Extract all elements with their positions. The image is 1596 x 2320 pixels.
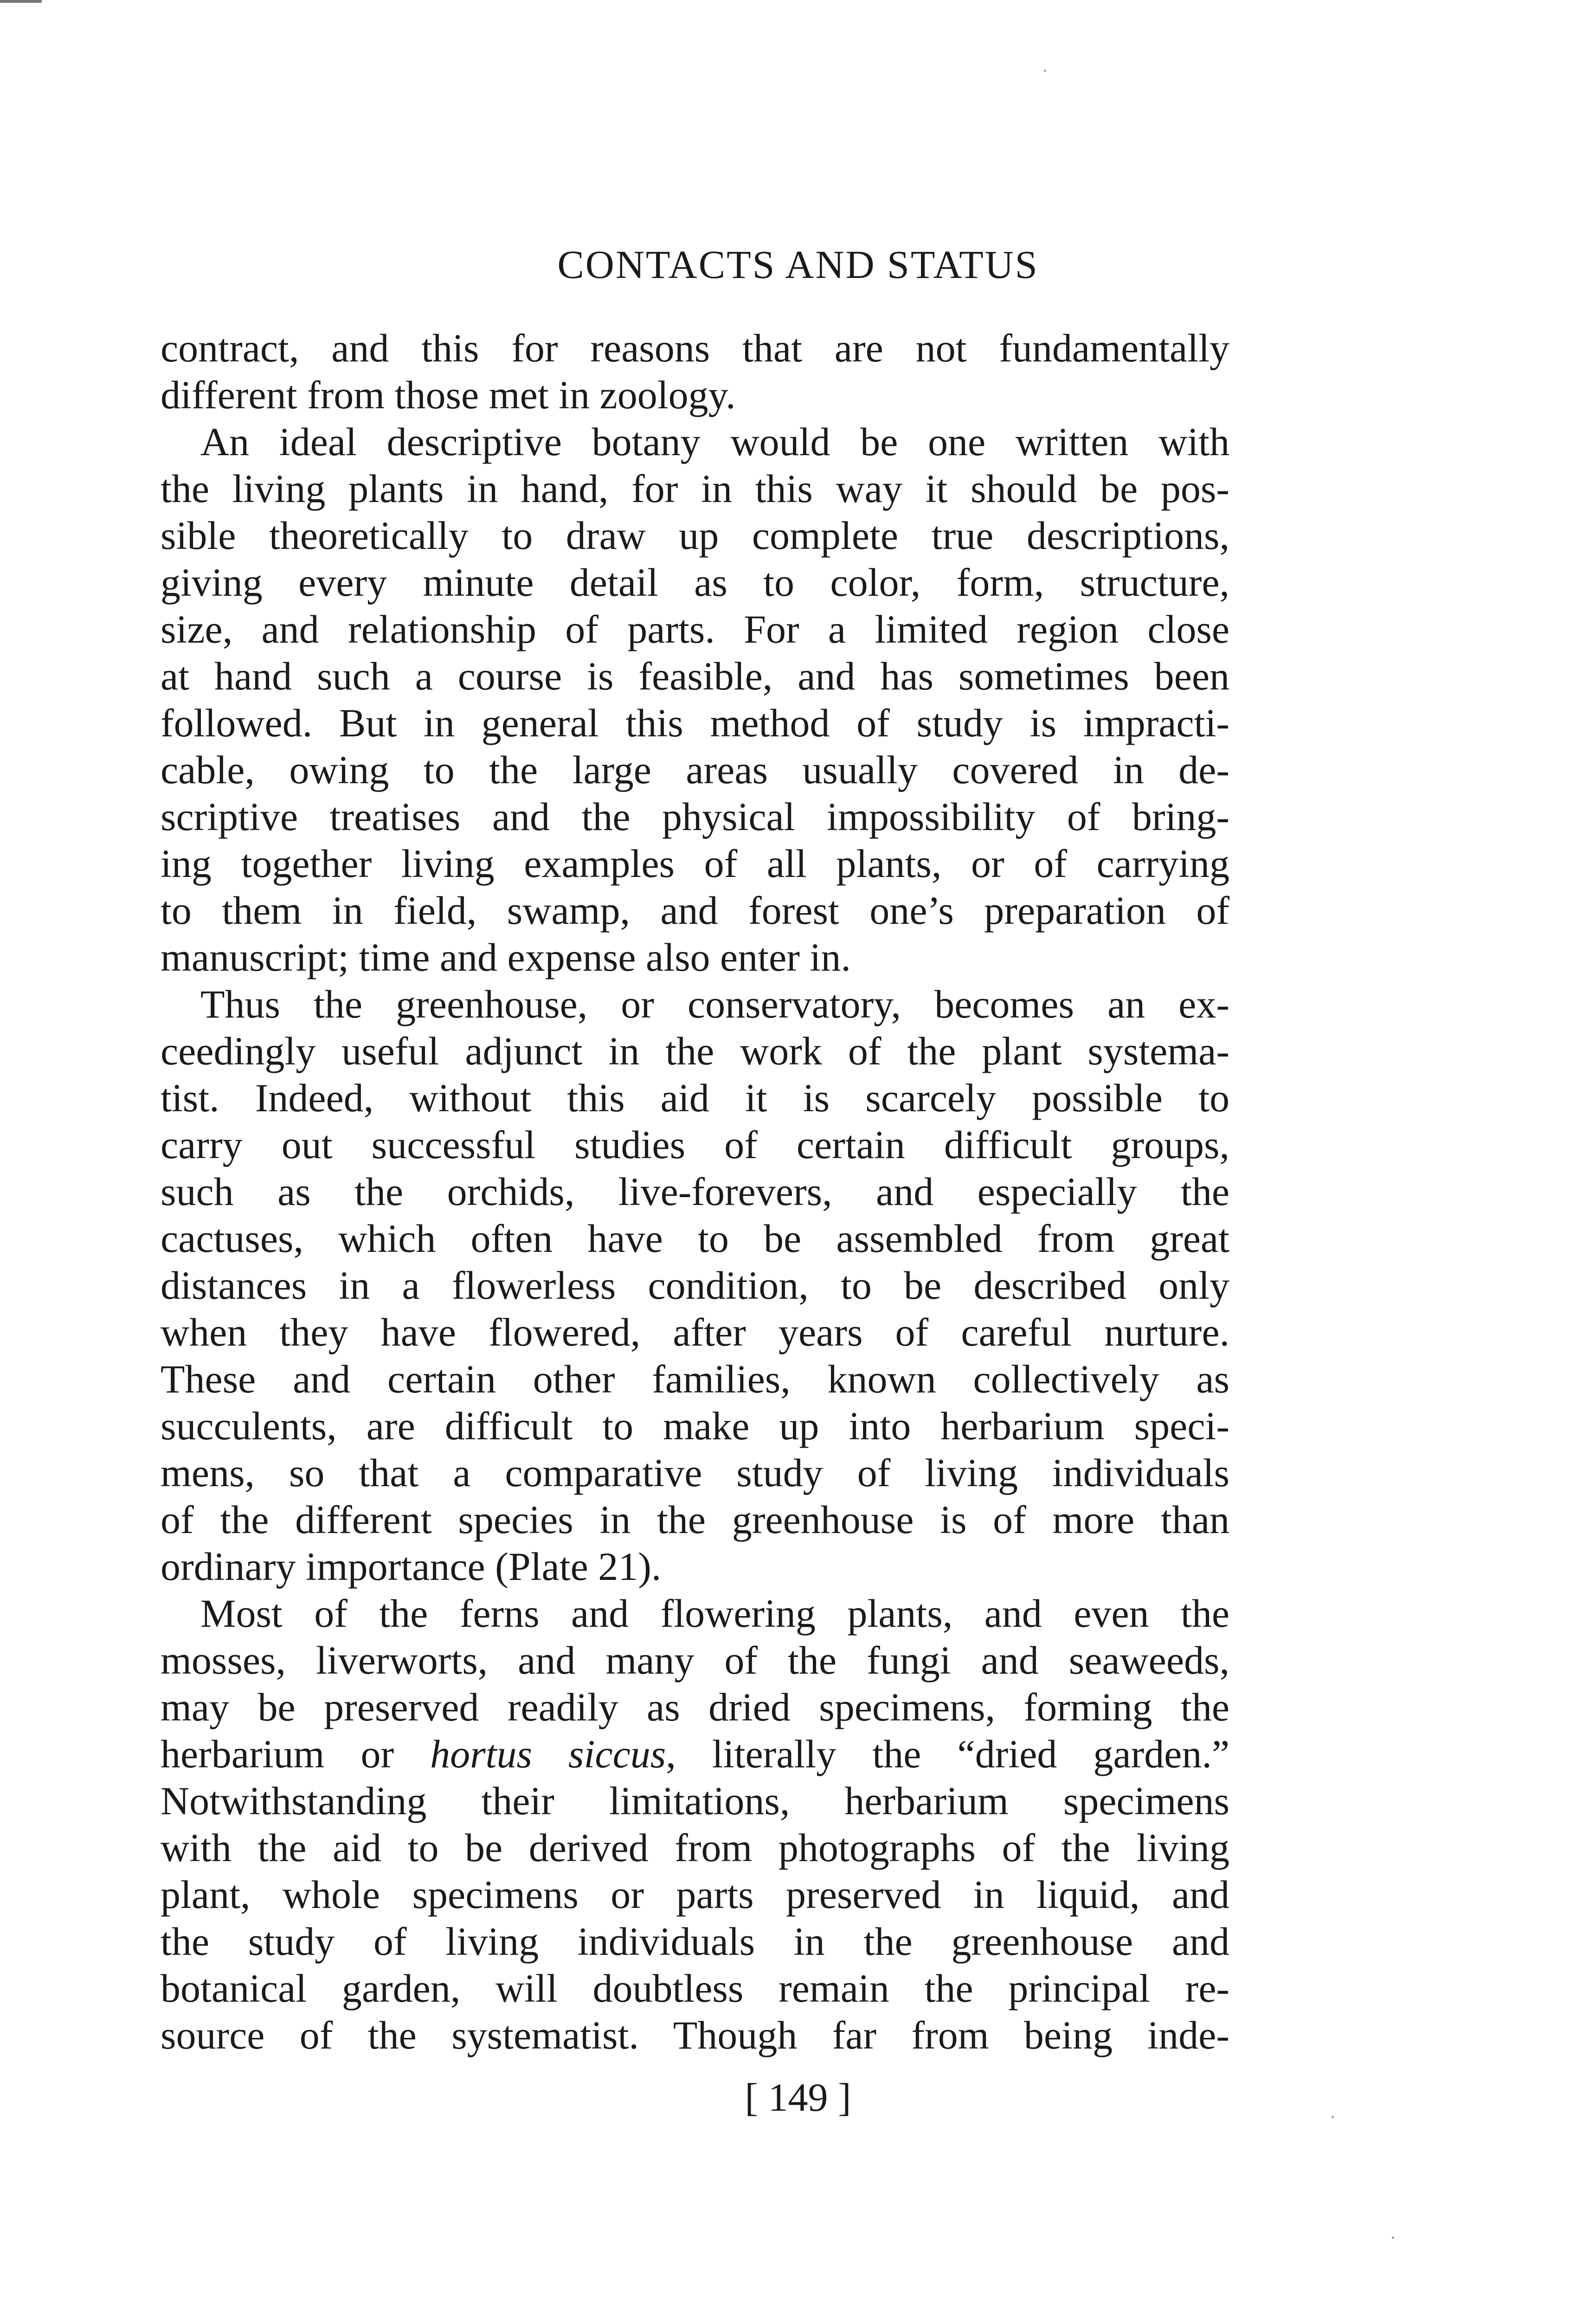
page-number: [ 149 ] bbox=[745, 2075, 851, 2120]
text-line: source of the systematist. Though far from being inde- bbox=[161, 2013, 1229, 2057]
paper-speck bbox=[1332, 2116, 1334, 2118]
text-line: distances in a flowerless condition, to be described only bbox=[161, 1263, 1229, 1308]
text-line: to them in field, swamp, and forest one’s preparation of bbox=[161, 888, 1229, 933]
text-line: ing together living examples of all plants, or of carrying bbox=[161, 841, 1229, 886]
text-line: succulents, are difficult to make up into herbarium speci- bbox=[161, 1404, 1229, 1448]
body-text bbox=[161, 325, 1229, 2059]
text-line: manuscript; time and expense also enter in. bbox=[161, 935, 851, 980]
text-line: sible theoretically to draw up complete true descriptions, bbox=[161, 513, 1229, 558]
text-line: ordinary importance (Plate 21). bbox=[161, 1544, 662, 1589]
text-line: plant, whole specimens or parts preserved in liquid, and bbox=[161, 1872, 1229, 1917]
text-line: These and certain other families, known collectively as bbox=[161, 1357, 1229, 1401]
text-line: the study of living individuals in the greenhouse and bbox=[161, 1919, 1229, 1964]
text-line: when they have flowered, after years of careful nurture. bbox=[161, 1310, 1229, 1354]
text-line: different from those met in zoology. bbox=[161, 373, 736, 417]
text-line: Thus the greenhouse, or conservatory, becomes an ex- bbox=[200, 982, 1229, 1026]
text-line: size, and relationship of parts. For a limited region close bbox=[161, 607, 1229, 651]
italic-term: hortus siccus bbox=[430, 1732, 666, 1776]
paper-speck bbox=[1392, 2236, 1394, 2239]
text-line: carry out successful studies of certain difficult groups, bbox=[161, 1122, 1229, 1167]
text-line: of the different species in the greenhouse is of more than bbox=[161, 1497, 1229, 1542]
text-line: such as the orchids, live-forevers, and especially the bbox=[161, 1169, 1229, 1214]
text-line: cactuses, which often have to be assembled from great bbox=[161, 1216, 1229, 1261]
text-line: tist. Indeed, without this aid it is scarcely possible to bbox=[161, 1076, 1229, 1120]
running-head: CONTACTS AND STATUS bbox=[557, 242, 1039, 287]
paper-speck bbox=[1044, 70, 1046, 72]
text-line: the living plants in hand, for in this way it should be pos- bbox=[161, 466, 1229, 511]
text-line: botanical garden, will doubtless remain the principal re- bbox=[161, 1966, 1229, 2011]
text-line: mens, so that a comparative study of living individuals bbox=[161, 1450, 1229, 1495]
text-line: with the aid to be derived from photographs of the living bbox=[161, 1825, 1229, 1870]
text-line: ceedingly useful adjunct in the work of the plant systema- bbox=[161, 1029, 1229, 1073]
text-line: herbarium or hortus siccus, literally the “dried garden.” bbox=[161, 1732, 1230, 1776]
text-line: mosses, liverworts, and many of the fungi and seaweeds, bbox=[161, 1638, 1229, 1682]
scan-edge-mark bbox=[0, 0, 42, 3]
text-line: scriptive treatises and the physical impossibility of bring- bbox=[161, 794, 1229, 839]
text-line: may be preserved readily as dried specimens, forming the bbox=[161, 1685, 1229, 1729]
text-line: giving every minute detail as to color, form, structure, bbox=[161, 560, 1229, 605]
text-line: followed. But in general this method of study is impracti- bbox=[161, 701, 1229, 745]
text-line: Most of the ferns and flowering plants, and even the bbox=[200, 1591, 1229, 1636]
text-line: Notwithstanding their limitations, herbarium specimens bbox=[161, 1779, 1229, 1823]
text-line: cable, owing to the large areas usually covered in de- bbox=[161, 748, 1229, 792]
text-line: at hand such a course is feasible, and has sometimes been bbox=[161, 654, 1229, 698]
text-line: contract, and this for reasons that are not fundamentally bbox=[161, 326, 1229, 370]
text-line: An ideal descriptive botany would be one written with bbox=[200, 419, 1229, 464]
